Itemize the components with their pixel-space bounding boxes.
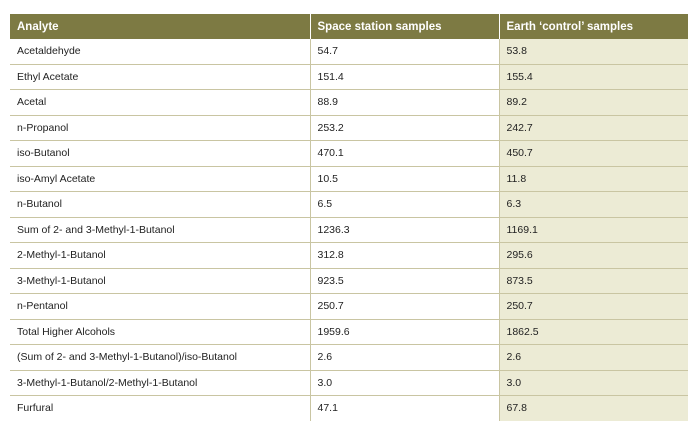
analyte-cell: Ethyl Acetate (10, 64, 310, 90)
analyte-cell: 2-Methyl-1-Butanol (10, 243, 310, 269)
table-row (10, 39, 688, 64)
earth-control-value-cell: 1862.5 (499, 319, 688, 345)
table-row (10, 192, 688, 218)
space-station-value-cell: 3.0 (310, 370, 499, 396)
table-row (10, 64, 688, 90)
space-station-value-cell: 312.8 (310, 243, 499, 269)
space-station-value-cell: 88.9 (310, 90, 499, 116)
analyte-cell: n-Propanol (10, 115, 310, 141)
analyte-cell: Furfural (10, 396, 310, 421)
analyte-cell: n-Pentanol (10, 294, 310, 320)
analyte-table-container (10, 14, 688, 421)
space-station-value-cell: 253.2 (310, 115, 499, 141)
space-station-value-cell: 470.1 (310, 141, 499, 167)
analyte-cell: Total Higher Alcohols (10, 319, 310, 345)
analyte-cell: Acetaldehyde (10, 39, 310, 64)
earth-control-value-cell: 295.6 (499, 243, 688, 269)
space-station-value-cell: 10.5 (310, 166, 499, 192)
analyte-cell: 3-Methyl-1-Butanol/2-Methyl-1-Butanol (10, 370, 310, 396)
header-analyte: Analyte (10, 14, 310, 39)
earth-control-value-cell: 450.7 (499, 141, 688, 167)
table-row (10, 115, 688, 141)
header-earth-control-samples: Earth ‘control’ samples (499, 14, 688, 39)
earth-control-value-cell: 155.4 (499, 64, 688, 90)
header-space-station-samples: Space station samples (310, 14, 499, 39)
table-header-row (10, 14, 688, 39)
analyte-cell: iso-Butanol (10, 141, 310, 167)
earth-control-value-cell: 89.2 (499, 90, 688, 116)
analyte-cell: iso-Amyl Acetate (10, 166, 310, 192)
space-station-value-cell: 54.7 (310, 39, 499, 64)
table-row (10, 268, 688, 294)
earth-control-value-cell: 11.8 (499, 166, 688, 192)
earth-control-value-cell: 2.6 (499, 345, 688, 371)
analyte-cell: Acetal (10, 90, 310, 116)
table-row (10, 90, 688, 116)
space-station-value-cell: 923.5 (310, 268, 499, 294)
earth-control-value-cell: 1169.1 (499, 217, 688, 243)
table-row (10, 345, 688, 371)
table-row (10, 166, 688, 192)
table-body (10, 39, 688, 421)
analyte-comparison-table (10, 14, 688, 421)
earth-control-value-cell: 67.8 (499, 396, 688, 421)
earth-control-value-cell: 3.0 (499, 370, 688, 396)
analyte-cell: 3-Methyl-1-Butanol (10, 268, 310, 294)
earth-control-value-cell: 6.3 (499, 192, 688, 218)
analyte-cell: (Sum of 2- and 3-Methyl-1-Butanol)/iso-Butanol (10, 345, 310, 371)
space-station-value-cell: 1959.6 (310, 319, 499, 345)
space-station-value-cell: 2.6 (310, 345, 499, 371)
table-row (10, 243, 688, 269)
table-row (10, 396, 688, 421)
space-station-value-cell: 1236.3 (310, 217, 499, 243)
table-row (10, 294, 688, 320)
space-station-value-cell: 6.5 (310, 192, 499, 218)
space-station-value-cell: 47.1 (310, 396, 499, 421)
earth-control-value-cell: 250.7 (499, 294, 688, 320)
space-station-value-cell: 151.4 (310, 64, 499, 90)
earth-control-value-cell: 873.5 (499, 268, 688, 294)
earth-control-value-cell: 242.7 (499, 115, 688, 141)
analyte-cell: Sum of 2- and 3-Methyl-1-Butanol (10, 217, 310, 243)
table-row (10, 217, 688, 243)
table-row (10, 141, 688, 167)
table-row (10, 319, 688, 345)
table-row (10, 370, 688, 396)
earth-control-value-cell: 53.8 (499, 39, 688, 64)
space-station-value-cell: 250.7 (310, 294, 499, 320)
analyte-cell: n-Butanol (10, 192, 310, 218)
